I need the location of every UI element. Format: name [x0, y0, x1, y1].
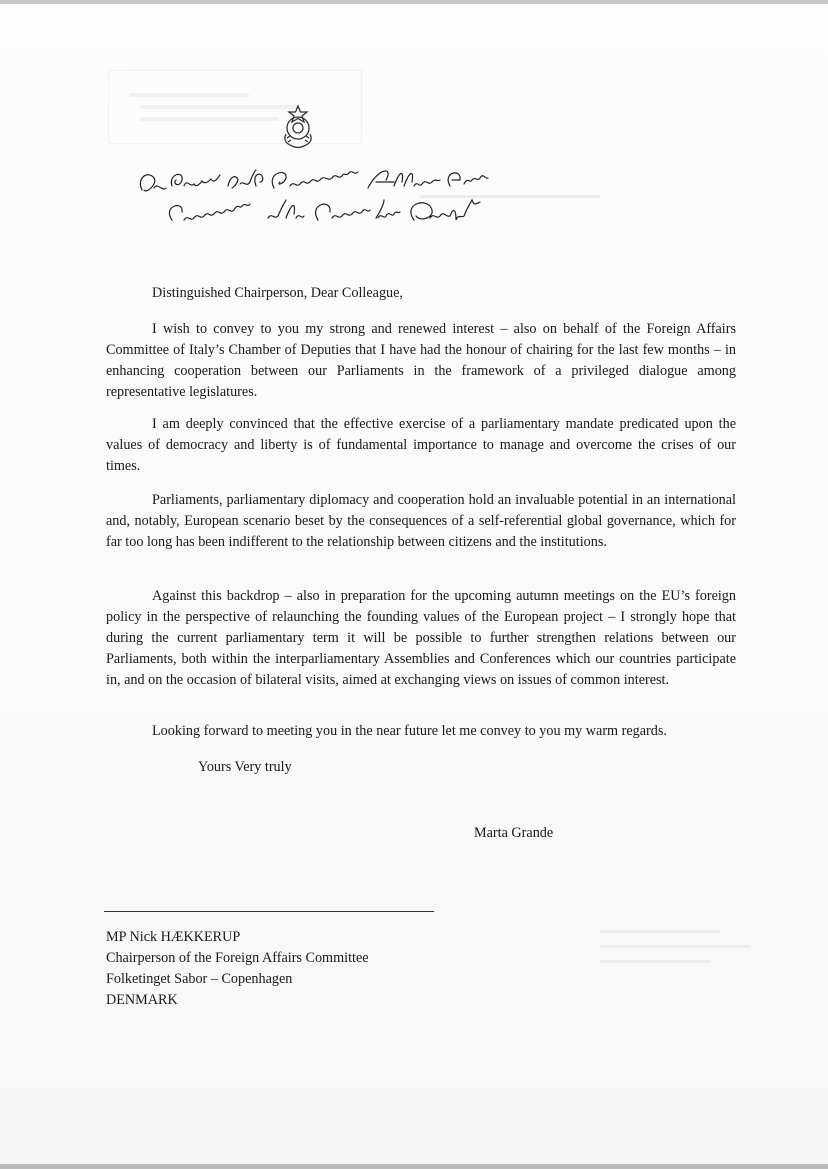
- paragraph-4: Against this backdrop – also in preparation for the upcoming autumn meetings on the EU’s foreign policy in the perspective of relaunching the founding values of the European project – I strongly hope that during the current parliamentary term it will be possible to further strengthen relations between our Parliaments, both within the interparliamentary Assemblies and Conferences which our countries participate in, and on the occasion of bilateral visits, aimed at exchanging views on issues of common interest.: [106, 588, 736, 688]
- signer-name: Marta Grande: [474, 825, 554, 841]
- recipient-country: DENMARK: [106, 992, 178, 1008]
- scan-edge-top: [0, 0, 828, 4]
- signature-rule: [104, 911, 434, 912]
- italian-republic-emblem-icon: [272, 100, 324, 152]
- recipient-name: MP Nick HÆKKERUP: [106, 929, 241, 945]
- paragraph-2: I am deeply convinced that the effective exercise of a parliamentary mandate predicated upon the values of democracy and liberty is of fundamental importance to manage and overcome the crises of our times.: [106, 416, 736, 474]
- closing-line: Looking forward to meeting you in the near future let me convey to you my warm regards.: [152, 723, 667, 739]
- bleed-through-mark: [420, 195, 600, 198]
- salutation: Distinguished Chairperson, Dear Colleague,: [152, 285, 403, 301]
- bleed-through-mark: [600, 945, 750, 948]
- recipient-institution: Folketinget Sabor – Copenhagen: [106, 971, 293, 987]
- recipient-address: [106, 927, 369, 1011]
- scan-edge-bottom: [0, 1164, 828, 1169]
- paragraph-1: I wish to convey to you my strong and renewed interest – also on behalf of the Foreign Affairs Committee of Italy’s Chamber of Deputies that I have had the honour of chairing for the last few months – in enhancing cooperation between our Parliaments in the framework of a privileged dialogue among representative legislatures.: [106, 321, 736, 400]
- bleed-through-mark: [600, 930, 720, 933]
- committee-signature-heading: [132, 160, 512, 240]
- recipient-title: Chairperson of the Foreign Affairs Committee: [106, 950, 369, 966]
- bleed-through-mark: [600, 960, 710, 963]
- valediction: Yours Very truly: [198, 759, 292, 775]
- paragraph-3: Parliaments, parliamentary diplomacy and cooperation hold an invaluable potential in an international and, notably, European scenario beset by the consequences of a self-referential global governance, which for far too long has been indifferent to the relationship between citizens and the institutions.: [106, 492, 736, 550]
